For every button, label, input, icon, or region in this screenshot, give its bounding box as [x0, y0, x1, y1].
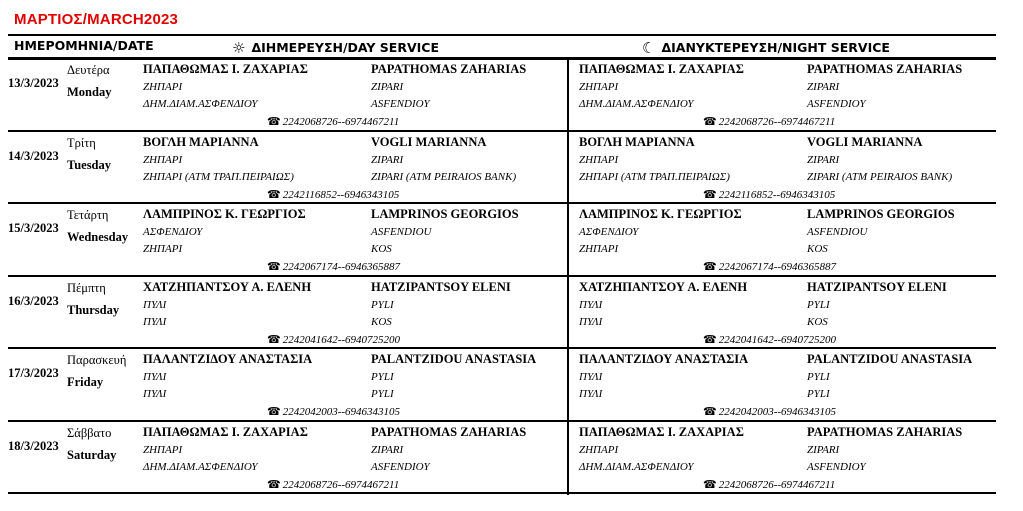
address-gr: ΠΥΛΙ [579, 315, 603, 328]
moon-icon: ☾ [642, 39, 656, 57]
pharmacist-name-en: PAPATHOMAS ZAHARIAS [807, 62, 963, 76]
pharmacist-name-en: PAPATHOMAS ZAHARIAS [371, 62, 527, 76]
row-separator [8, 347, 996, 349]
pharmacist-name-en: HATZIPANTSOY ELENI [371, 279, 511, 294]
area-gr: ΖΗΠΑΡΙ [143, 81, 183, 93]
address-en: KOS [371, 243, 392, 255]
phone-number: 2242067174--6946365887 [718, 261, 837, 273]
phone-number: 2242068726--6974467211 [282, 478, 400, 491]
phone-icon: ☎ [267, 406, 281, 418]
pharmacist-name-en: PAPATHOMAS ZAHARIAS [807, 424, 963, 439]
weekday-gr: Πέμπτη [67, 280, 106, 295]
phone-icon: ☎ [267, 478, 281, 491]
row-date: 16/3/2023 [8, 293, 59, 308]
area-en: ZIPARI [371, 443, 404, 456]
phone-line [703, 188, 835, 201]
area-en: PYLI [371, 371, 394, 383]
phone-icon: ☎ [267, 333, 281, 346]
weekday-en: Thursday [67, 302, 120, 317]
row-separator [8, 275, 996, 277]
phone-icon: ☎ [267, 261, 281, 273]
address-en: KOS [371, 315, 392, 328]
pharmacist-name-gr: ΒΟΓΛΗ ΜΑΡΙΑΝΝΑ [143, 134, 259, 149]
phone-line [267, 188, 399, 201]
phone-number: 2242116852--6946343105 [282, 188, 400, 201]
address-en: PYLI [371, 388, 394, 400]
weekday-en: Monday [67, 85, 112, 99]
pharmacist-name-gr: ΧΑΤΖΗΠΑΝΤΣΟΥ Α. ΕΛΕΝΗ [143, 279, 312, 294]
address-gr: ΖΗΠΑΡΙ (ΑΤΜ ΤΡΑΠ.ΠΕΙΡΑΙΩΣ) [579, 170, 730, 183]
phone-icon: ☎ [703, 406, 717, 418]
area-en: ZIPARI [371, 81, 404, 93]
area-en: ZIPARI [807, 443, 840, 456]
address-en: ASFENDIOY [371, 460, 430, 473]
address-en: KOS [807, 243, 828, 255]
area-en: ZIPARI [807, 153, 840, 166]
phone-line [267, 333, 400, 346]
table-row [0, 350, 1023, 420]
pharmacist-name-gr: ΛΑΜΠΡΙΝΟΣ Κ. ΓΕΩΡΓΙΟΣ [579, 207, 742, 221]
header-night-service [642, 38, 890, 56]
pharmacist-name-gr: ΠΑΠΑΘΩΜΑΣ Ι. ΖΑΧΑΡΙΑΣ [143, 424, 308, 439]
day-service-cell [143, 350, 563, 420]
pharmacist-name-gr: ΧΑΤΖΗΠΑΝΤΣΟΥ Α. ΕΛΕΝΗ [579, 279, 748, 294]
area-en: PYLI [371, 298, 394, 311]
area-gr: ΖΗΠΑΡΙ [579, 443, 619, 456]
pharmacist-name-gr: ΠΑΠΑΘΩΜΑΣ Ι. ΖΑΧΑΡΙΑΣ [579, 62, 744, 76]
night-service-cell [579, 350, 999, 420]
row-date: 13/3/2023 [8, 76, 59, 90]
weekday-gr: Σάββατο [67, 425, 112, 440]
weekday-en: Tuesday [67, 157, 112, 172]
phone-line [267, 478, 399, 491]
phone-icon: ☎ [703, 188, 717, 201]
night-service-cell [579, 205, 999, 275]
address-gr: ΖΗΠΑΡΙ [579, 243, 619, 255]
pharmacist-name-en: PALANTZIDOU ANASTASIA [371, 352, 537, 366]
row-separator [8, 420, 996, 422]
weekday-gr: Τετάρτη [67, 208, 109, 222]
phone-icon: ☎ [703, 333, 717, 346]
pharmacist-name-en: PAPATHOMAS ZAHARIAS [371, 424, 527, 439]
address-en: ASFENDIOY [807, 98, 866, 110]
header-day-service [232, 38, 439, 56]
phone-icon: ☎ [267, 116, 281, 128]
phone-number: 2242067174--6946365887 [282, 261, 401, 273]
phone-number: 2242041642--6940725200 [718, 333, 837, 346]
table-row [0, 423, 1023, 493]
table-row [0, 133, 1023, 203]
row-separator [8, 492, 996, 494]
area-gr: ΑΣΦΕΝΔΙΟΥ [579, 226, 639, 238]
area-gr: ΖΗΠΑΡΙ [579, 153, 619, 166]
phone-line [267, 405, 400, 418]
weekday-gr: Δευτέρα [67, 63, 110, 77]
area-gr: ΠΥΛΙ [143, 298, 167, 311]
address-gr: ΖΗΠΑΡΙ (ΑΤΜ ΤΡΑΠ.ΠΕΙΡΑΙΩΣ) [143, 170, 294, 183]
phone-number: 2242042003--6946343105 [718, 406, 837, 418]
address-gr: ΠΥΛΙ [579, 388, 603, 400]
pharmacist-name-en: LAMPRINOS GEORGIOS [371, 207, 519, 221]
header-night-label: ΔΙΑΝΥΚΤΕΡΕΥΣΗ/NIGHT SERVICE [661, 40, 890, 55]
area-en: ZIPARI [371, 153, 404, 166]
weekday-en: Saturday [67, 447, 117, 462]
phone-number: 2242068726--6974467211 [718, 116, 836, 128]
phone-line [267, 115, 399, 128]
address-gr: ΔΗΜ.ΔΙΑΜ.ΑΣΦΕΝΔΙΟΥ [143, 460, 258, 473]
day-service-cell [143, 205, 563, 275]
phone-number: 2242068726--6974467211 [282, 116, 400, 128]
address-gr: ΔΗΜ.ΔΙΑΜ.ΑΣΦΕΝΔΙΟΥ [579, 98, 694, 110]
weekday-gr: Παρασκευή [67, 353, 127, 367]
address-en: ZIPARI (ATM PEIRAIOS BANK) [807, 170, 953, 183]
pharmacist-name-gr: ΠΑΛΑΝΤΖΙΔΟΥ ΑΝΑΣΤΑΣΙΑ [579, 352, 749, 366]
address-en: ASFENDIOY [807, 460, 866, 473]
row-date: 15/3/2023 [8, 221, 59, 235]
table-row [0, 205, 1023, 275]
area-gr: ΖΗΠΑΡΙ [143, 443, 183, 456]
area-en: ZIPARI [807, 81, 840, 93]
row-date: 18/3/2023 [8, 438, 59, 453]
address-gr: ΖΗΠΑΡΙ [143, 243, 183, 255]
address-gr: ΠΥΛΙ [143, 315, 167, 328]
header-date [14, 38, 154, 53]
phone-line [267, 260, 400, 273]
pharmacist-name-en: VOGLI MARIANNA [371, 134, 487, 149]
area-gr: ΖΗΠΑΡΙ [579, 81, 619, 93]
table-row [0, 60, 1023, 130]
pharmacist-name-en: VOGLI MARIANNA [807, 134, 923, 149]
address-gr: ΔΗΜ.ΔΙΑΜ.ΑΣΦΕΝΔΙΟΥ [579, 460, 694, 473]
area-en: ASFENDIOU [807, 226, 868, 238]
night-service-cell [579, 278, 999, 348]
phone-line [703, 333, 836, 346]
pharmacist-name-gr: ΛΑΜΠΡΙΝΟΣ Κ. ΓΕΩΡΓΙΟΣ [143, 207, 306, 221]
pharmacist-name-en: PALANTZIDOU ANASTASIA [807, 352, 973, 366]
area-gr: ΑΣΦΕΝΔΙΟΥ [143, 226, 203, 238]
day-service-cell [143, 423, 563, 493]
weekday-en: Wednesday [67, 230, 129, 244]
row-date: 17/3/2023 [8, 366, 59, 380]
phone-line [703, 115, 835, 128]
area-gr: ΠΥΛΙ [579, 371, 603, 383]
phone-number: 2242116852--6946343105 [718, 188, 836, 201]
weekday-gr: Τρίτη [67, 135, 96, 150]
phone-line [703, 478, 835, 491]
weekday-en: Friday [67, 375, 104, 389]
pharmacist-name-en: LAMPRINOS GEORGIOS [807, 207, 955, 221]
phone-icon: ☎ [267, 188, 281, 201]
day-service-cell [143, 133, 563, 203]
pharmacist-name-gr: ΠΑΠΑΘΩΜΑΣ Ι. ΖΑΧΑΡΙΑΣ [143, 62, 308, 76]
area-gr: ΠΥΛΙ [143, 371, 167, 383]
row-date: 14/3/2023 [8, 148, 59, 163]
phone-number: 2242042003--6946343105 [282, 406, 401, 418]
phone-line [703, 260, 836, 273]
header-day-label: ΔΙΗΜΕΡΕΥΣΗ/DAY SERVICE [251, 40, 439, 55]
area-en: ASFENDIOU [371, 226, 432, 238]
pharmacist-name-en: HATZIPANTSOY ELENI [807, 279, 947, 294]
address-en: KOS [807, 315, 828, 328]
phone-icon: ☎ [703, 261, 717, 273]
table-row [0, 278, 1023, 348]
area-en: PYLI [807, 371, 830, 383]
phone-line [703, 405, 836, 418]
pharmacist-name-gr: ΠΑΠΑΘΩΜΑΣ Ι. ΖΑΧΑΡΙΑΣ [579, 424, 744, 439]
address-gr: ΔΗΜ.ΔΙΑΜ.ΑΣΦΕΝΔΙΟΥ [143, 98, 258, 110]
header-top-rule [8, 34, 996, 36]
day-service-cell [143, 60, 563, 130]
header-date-label: ΗΜΕΡΟΜΗΝΙΑ/DATE [14, 38, 154, 53]
area-en: PYLI [807, 298, 830, 311]
row-separator [8, 202, 996, 204]
phone-number: 2242068726--6974467211 [718, 478, 836, 491]
night-service-cell [579, 133, 999, 203]
sun-icon: ☼ [232, 39, 246, 57]
address-gr: ΠΥΛΙ [143, 388, 167, 400]
address-en: ZIPARI (ATM PEIRAIOS BANK) [371, 170, 517, 183]
row-separator [8, 130, 996, 132]
area-gr: ΠΥΛΙ [579, 298, 603, 311]
address-en: PYLI [807, 388, 830, 400]
night-service-cell [579, 423, 999, 493]
night-service-cell [579, 60, 999, 130]
day-service-cell [143, 278, 563, 348]
page-title: ΜΑΡΤΙΟΣ/MARCH2023 [14, 11, 179, 28]
area-gr: ΖΗΠΑΡΙ [143, 153, 183, 166]
address-en: ASFENDIOY [371, 98, 430, 110]
pharmacist-name-gr: ΒΟΓΛΗ ΜΑΡΙΑΝΝΑ [579, 134, 695, 149]
phone-icon: ☎ [703, 116, 717, 128]
phone-icon: ☎ [703, 478, 717, 491]
pharmacist-name-gr: ΠΑΛΑΝΤΖΙΔΟΥ ΑΝΑΣΤΑΣΙΑ [143, 352, 313, 366]
phone-number: 2242041642--6940725200 [282, 333, 401, 346]
